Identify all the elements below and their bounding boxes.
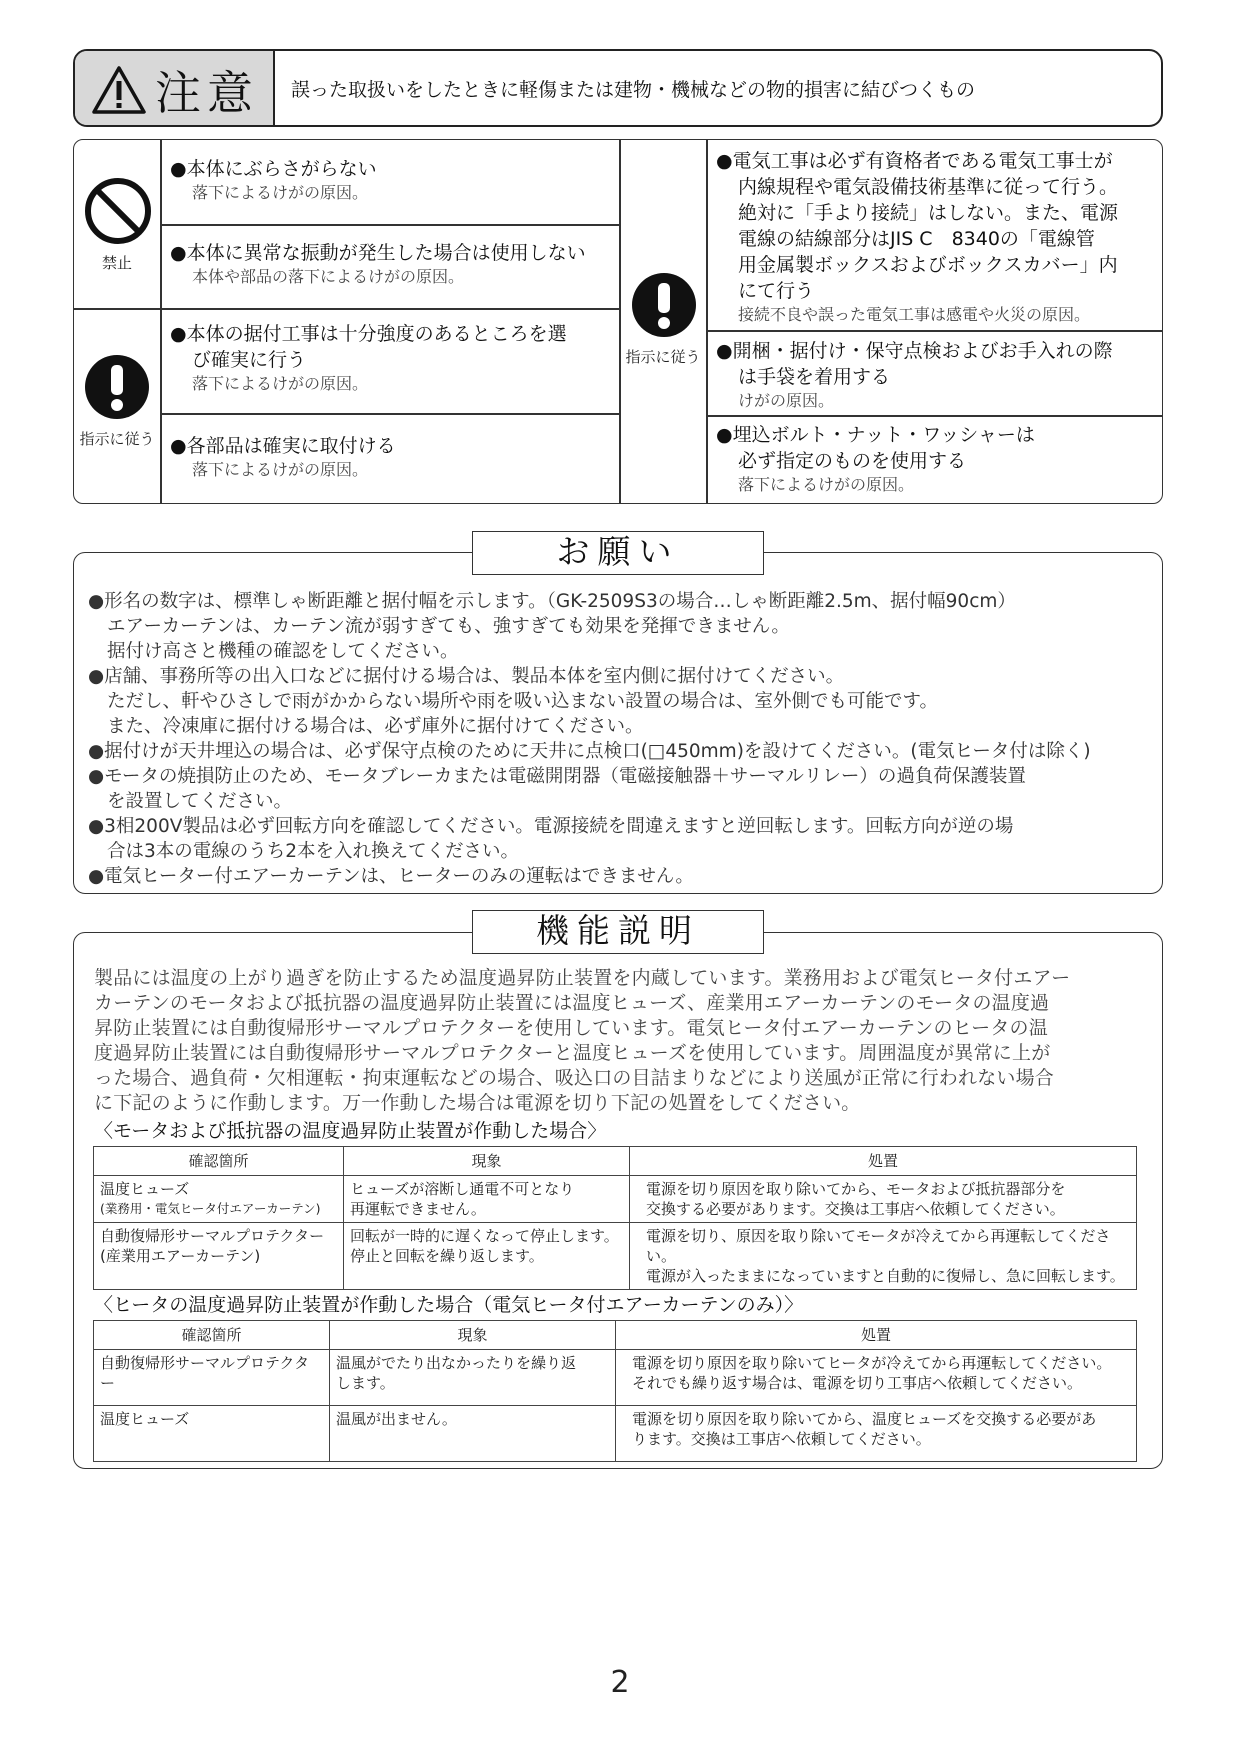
request-line: ●電気ヒーター付エアーカーテンは、ヒーターのみの運転はできません。 <box>88 866 694 887</box>
caution-description: 誤った取扱いをしたときに軽傷または建物・機械などの物的損害に結びつくもの <box>291 79 976 101</box>
motor-protection-table <box>93 1146 1137 1290</box>
caution-item: ●各部品は確実に取付ける 落下によるけがの原因。 <box>170 435 396 479</box>
column-header: 処置 <box>630 1147 1137 1176</box>
heater-protection-table <box>93 1320 1137 1462</box>
function-line: 昇防止装置には自動復帰形サーマルプロテクターを使用しています。電気ヒータ付エアーカーテンのヒータの温 <box>94 1017 1048 1039</box>
request-line: ●据付けが天井埋込の場合は、必ず保守点検のために天井に点検口(□450mm)を設けてください。(電気ヒータ付は除く) <box>88 741 1091 762</box>
caution-title-box <box>75 51 275 125</box>
function-line: った場合、過負荷・欠相運転・拘束運転などの場合、吸込口の目詰まりなどにより送風が正常に行われない場合 <box>94 1067 1055 1089</box>
request-line: また、冷凍庫に据付ける場合は、必ず庫外に据付けてください。 <box>107 716 644 737</box>
caution-item: ●本体に異常な振動が発生した場合は使用しない 本体や部品の落下によるけがの原因。 <box>170 242 586 286</box>
exclamation-icon <box>629 270 699 340</box>
caution-item: ●開梱・据付け・保守点検およびお手入れの際 は手袋を着用する けがの原因。 <box>716 340 1113 410</box>
function-line: に下記のように作動します。万一作動した場合は電源を切り下記の処置をしてください。 <box>94 1092 861 1114</box>
request-line: ●店舗、事務所等の出入口などに据付ける場合は、製品本体を室内側に据付けてください。 <box>88 666 845 687</box>
request-line: 合は3本の電線のうち2本を入れ換えてください。 <box>107 841 520 862</box>
column-header: 現象 <box>344 1147 630 1176</box>
caution-item: ●本体の据付工事は十分強度のあるところを選 び確実に行う 落下によるけがの原因。 <box>170 323 567 393</box>
caution-item: ●埋込ボルト・ナット・ワッシャーは 必ず指定のものを使用する 落下によるけがの原因。 <box>716 424 1035 494</box>
table1-title: 〈モータおよび抵抗器の温度過昇防止装置が作動した場合〉 <box>94 1120 607 1142</box>
table-row: 自動復帰形サーマルプロテクター 温風がでたり出なかったりを繰り返 します。 電源を切り原因を取り除いてヒータが冷えてから再運転してください。 それでも繰り返す場合は、電源を切り工事店へ依頼してください。 <box>94 1350 1137 1406</box>
request-line: ●形名の数字は、標準しゃ断距離と据付幅を示します。（GK-2509S3の場合…しゃ断距離2.5m、据付幅90cm） <box>88 591 1016 612</box>
exclamation-icon <box>82 352 152 422</box>
column-header: 現象 <box>330 1321 616 1350</box>
follow-label-left: 指示に従う <box>79 430 155 448</box>
caution-item: ●本体にぶらさがらない 落下によるけがの原因。 <box>170 158 377 202</box>
follow-label-right: 指示に従う <box>625 348 701 366</box>
caution-grid <box>73 139 1163 504</box>
function-line: カーテンのモータおよび抵抗器の温度過昇防止装置には温度ヒューズ、産業用エアーカーテンのモータの温度過 <box>94 992 1050 1014</box>
prohibition-icon <box>83 176 153 246</box>
request-line: を設置してください。 <box>107 791 293 812</box>
table2-title: 〈ヒータの温度過昇防止装置が作動した場合（電気ヒータ付エアーカーテンのみ）〉 <box>94 1294 804 1316</box>
table-row: 自動復帰形サーマルプロテクター (産業用エアーカーテン) 回転が一時的に遅くなって停止します。 停止と回転を繰り返します。 電源を切り、原因を取り除いてモータが冷えてから再運転してください。 電源が入ったままになっていますと自動的に復帰し、急に回転します。 <box>94 1223 1137 1290</box>
request-line: エアーカーテンは、カーテン流が弱すぎても、強すぎても効果を発揮できません。 <box>107 616 790 637</box>
column-header: 確認箇所 <box>94 1147 344 1176</box>
table-row: 温度ヒューズ (業務用・電気ヒータ付エアーカーテン) ヒューズが溶断し通電不可となり 再運転できません。 電源を切り原因を取り除いてから、モータおよび抵抗器部分を 交換する必要があります。交換は工事店へ依頼してください。 <box>94 1176 1137 1223</box>
column-header: 確認箇所 <box>94 1321 330 1350</box>
caution-item: ●電気工事は必ず有資格者である電気工事士が 内線規程や電気設備技術基準に従って行う。 絶対に「手より接続」はしない。また、電源 電線の結線部分はJIS C 8340の「電線管 用金属製ボックスおよびボックスカバー」内 にて行う 接続不良や誤った電気工事は感電や火災の原因。 <box>716 150 1119 324</box>
function-title: 機能説明 <box>472 910 764 954</box>
caution-header <box>73 49 1163 127</box>
table-row: 温度ヒューズ 温風が出ません。 電源を切り原因を取り除いてから、温度ヒューズを交換する必要があ ります。交換は工事店へ依頼してください。 <box>94 1406 1137 1462</box>
function-line: 度過昇防止装置には自動復帰形サーマルプロテクターと温度ヒューズを使用しています。周囲温度が異常に上が <box>94 1042 1051 1064</box>
table-header-row <box>94 1147 1137 1176</box>
prohibit-label: 禁止 <box>101 254 132 272</box>
caution-title: 注意 <box>155 66 259 120</box>
function-line: 製品には温度の上がり過ぎを防止するため温度過昇防止装置を内蔵しています。業務用および電気ヒータ付エアー <box>94 967 1071 989</box>
request-line: ●3相200V製品は必ず回転方向を確認してください。電源接続を間違えますと逆回転します。回転方向が逆の場 <box>88 816 1014 837</box>
page-number: 2 <box>610 1665 630 1700</box>
column-header: 処置 <box>616 1321 1137 1350</box>
request-line: ●モータの焼損防止のため、モータブレーカまたは電磁開閉器（電磁接触器＋サーマルリレー）の過負荷保護装置 <box>88 766 1026 787</box>
table-header-row <box>94 1321 1137 1350</box>
warning-triangle-icon <box>91 65 147 115</box>
request-line: 据付け高さと機種の確認をしてください。 <box>107 641 459 662</box>
request-title: お願い <box>472 531 764 575</box>
request-line: ただし、軒やひさしで雨がかからない場所や雨を吸い込まない設置の場合は、室外側でも可能です。 <box>107 691 939 712</box>
